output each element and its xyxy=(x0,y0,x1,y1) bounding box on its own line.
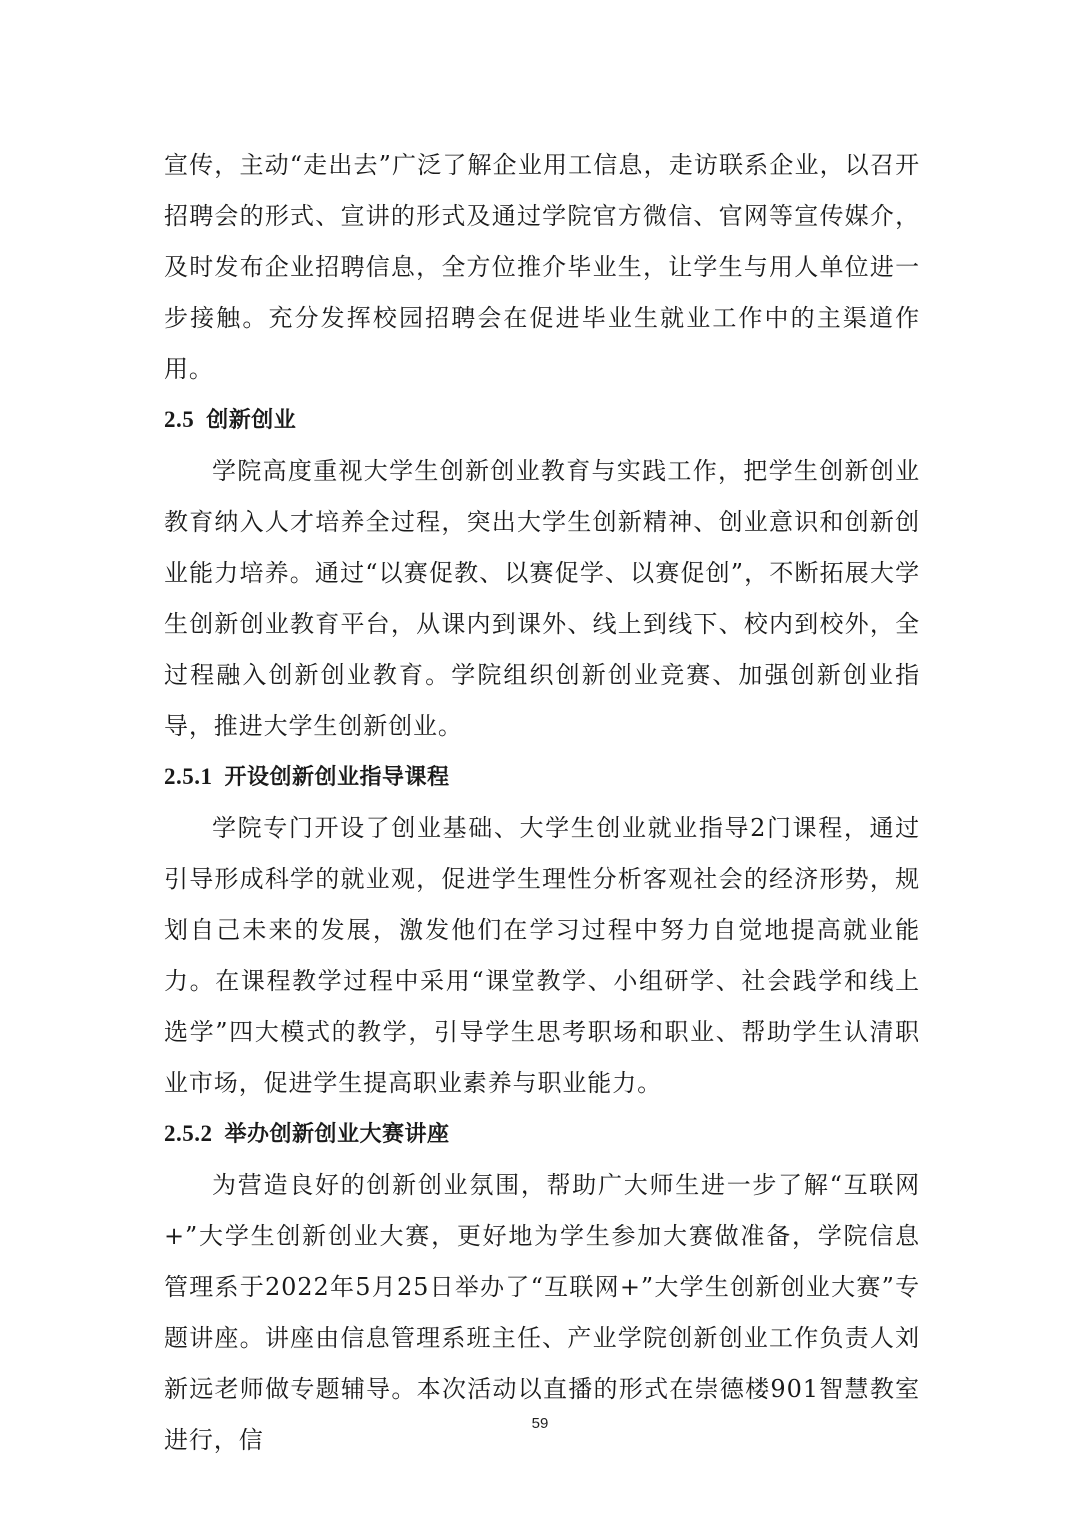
section-title: 开设创新创业指导课程 xyxy=(224,765,450,790)
paragraph: 为营造良好的创新创业氛围，帮助广大师生进一步了解“互联网+”大学生创新创业大赛，更好地为学生参加大赛做准备，学院信息管理系于2022年5月25日举办了“互联网+”大学生创新创业大赛”专题讲座。讲座由信息管理系班主任、产业学院创新创业工作负责人刘新远老师做专题辅导。本次活动以直播的形式在崇德楼901智慧教室进行，信 xyxy=(164,1171,920,1454)
section-title: 举办创新创业大赛讲座 xyxy=(224,1122,450,1147)
section-heading-2-5 xyxy=(164,395,920,446)
page-content xyxy=(164,140,920,1466)
section-title: 创新创业 xyxy=(206,408,297,433)
page-number: 59 xyxy=(531,1415,549,1432)
section-number: 2.5.1 xyxy=(164,764,213,789)
paragraph-continued: 宣传，主动“走出去”广泛了解企业用工信息，走访联系企业，以召开招聘会的形式、宣讲的形式及通过学院官方微信、官网等宣传媒介，及时发布企业招聘信息，全方位推介毕业生，让学生与用人单位进一步接触。充分发挥校园招聘会在促进毕业生就业工作中的主渠道作用。 xyxy=(164,151,920,383)
section-heading-2-5-1 xyxy=(164,752,920,803)
section-number: 2.5 xyxy=(164,407,195,432)
paragraph: 学院高度重视大学生创新创业教育与实践工作，把学生创新创业教育纳入人才培养全过程，突出大学生创新精神、创业意识和创新创业能力培养。通过“以赛促教、以赛促学、以赛促创”，不断拓展大学生创新创业教育平台，从课内到课外、线上到线下、校内到校外，全过程融入创新创业教育。学院组织创新创业竞赛、加强创新创业指导，推进大学生创新创业。 xyxy=(164,457,920,740)
paragraph: 学院专门开设了创业基础、大学生创业就业指导2门课程，通过引导形成科学的就业观，促进学生理性分析客观社会的经济形势，规划自己未来的发展，激发他们在学习过程中努力自觉地提高就业能力。在课程教学过程中采用“课堂教学、小组研学、社会践学和线上选学”四大模式的教学，引导学生思考职场和职业、帮助学生认清职业市场，促进学生提高职业素养与职业能力。 xyxy=(164,814,920,1097)
section-number: 2.5.2 xyxy=(164,1121,213,1146)
section-heading-2-5-2 xyxy=(164,1109,920,1160)
